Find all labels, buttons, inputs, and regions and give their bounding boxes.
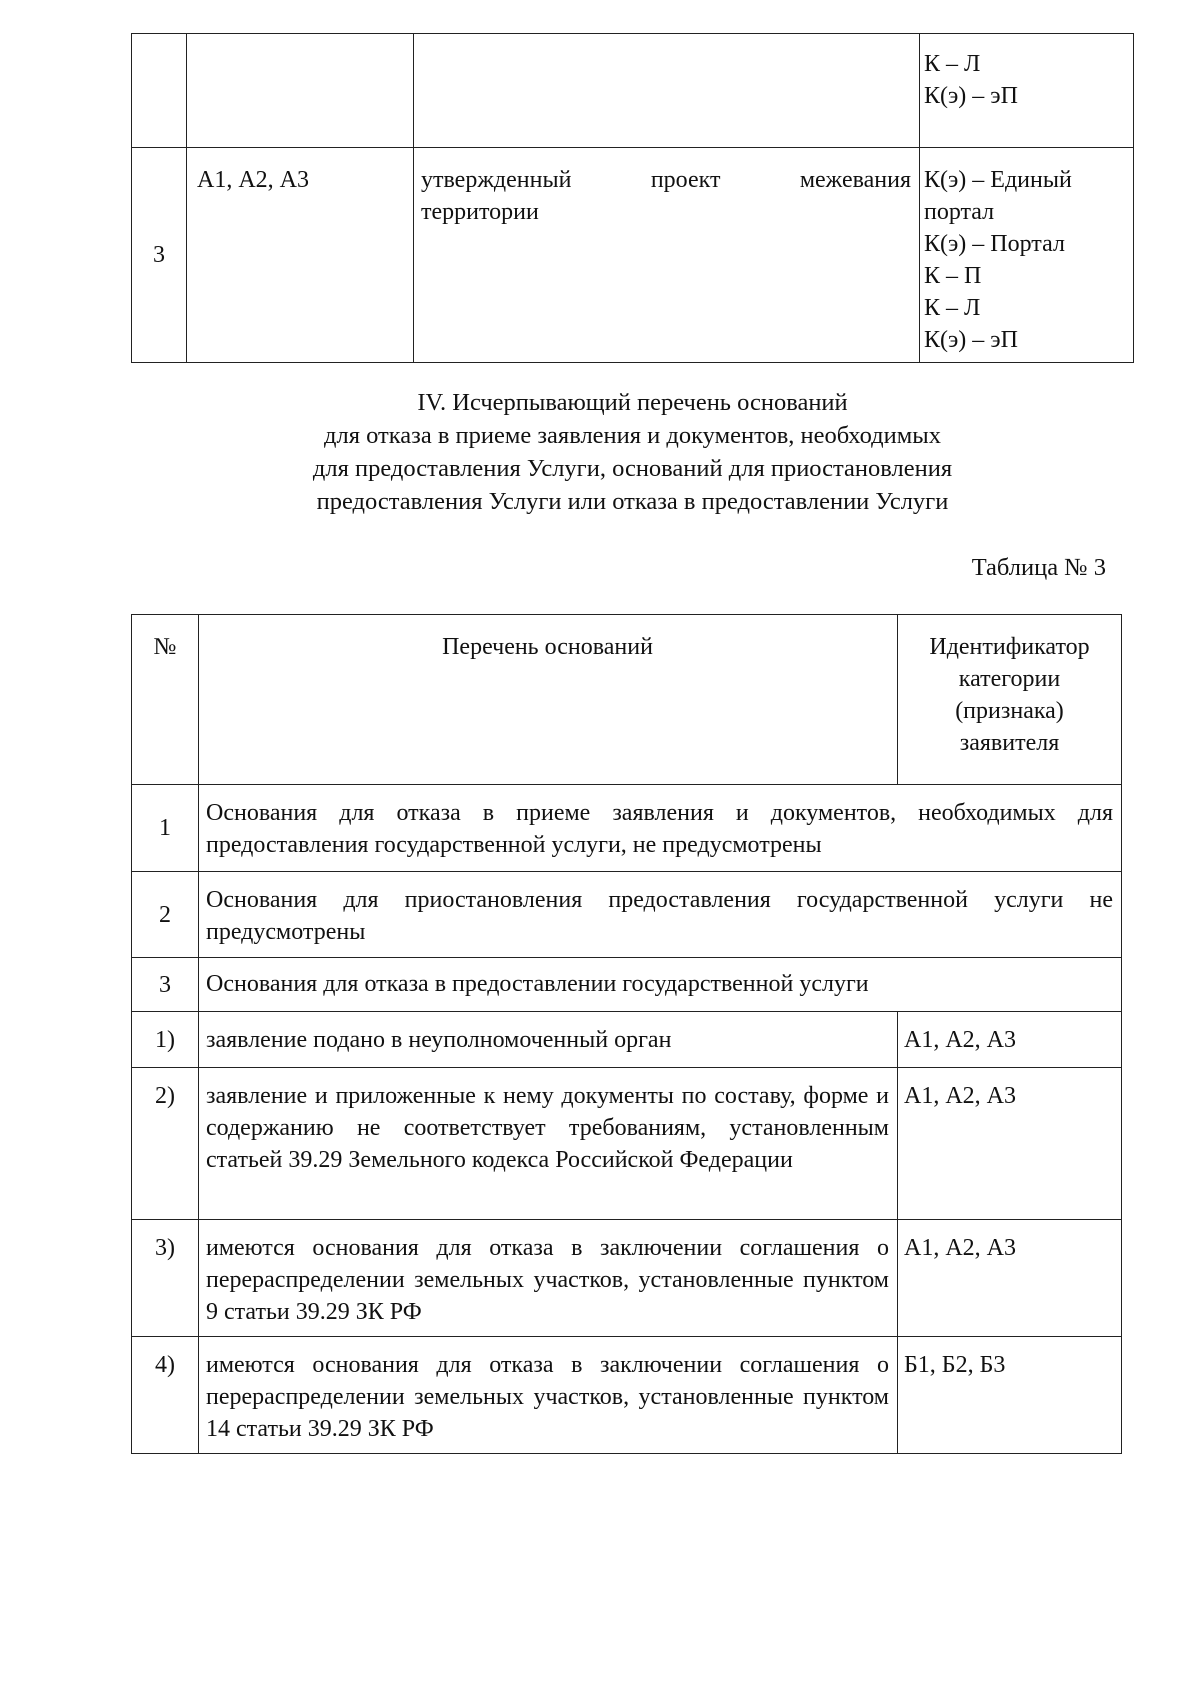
header-identifier: Идентификатор категории (признака) заявителя — [898, 615, 1122, 785]
way-line: портал — [924, 199, 995, 225]
way-line: К(э) – Единый — [924, 167, 1072, 193]
row-document — [414, 34, 920, 148]
table-row — [132, 1012, 1122, 1068]
row-number: 3 — [132, 148, 187, 363]
row-number: 3) — [132, 1220, 199, 1337]
document-line: утвержденный проект межевания — [421, 167, 911, 193]
row-categories: Б1, Б2, Б3 — [898, 1337, 1122, 1454]
table-row — [132, 872, 1122, 958]
way-line: К – Л — [924, 295, 981, 321]
table-row — [132, 1337, 1122, 1454]
table-row — [132, 958, 1122, 1012]
document-line: территории — [421, 199, 539, 225]
table-row — [132, 34, 1134, 148]
way-line: К(э) – Портал — [924, 231, 1065, 257]
row-number: 1 — [132, 785, 199, 872]
row-document — [414, 148, 920, 363]
table-caption: Таблица № 3 — [971, 554, 1106, 581]
submission-ways-table-continued — [131, 33, 1134, 363]
row-text: Основания для отказа в предоставлении государственной услуги — [199, 958, 1122, 1012]
header-grounds: Перечень оснований — [199, 615, 898, 785]
row-ways — [920, 34, 1134, 148]
refusal-grounds-table — [131, 614, 1122, 1454]
way-line: К(э) – эП — [924, 83, 1018, 109]
way-line: К – П — [924, 263, 982, 289]
header-number: № — [132, 615, 199, 785]
way-line: К(э) – эП — [924, 327, 1018, 353]
row-text: имеются основания для отказа в заключении соглашения о перераспределении земельных участков, установленные пунктом 14 статьи 39.29 ЗК РФ — [199, 1337, 898, 1454]
row-number: 3 — [132, 958, 199, 1012]
heading-line: предоставления Услуги или отказа в предоставлении Услуги — [316, 488, 949, 515]
row-number: 1) — [132, 1012, 199, 1068]
row-number: 4) — [132, 1337, 199, 1454]
table-row — [132, 785, 1122, 872]
table-row — [132, 1068, 1122, 1220]
section-heading — [131, 386, 1134, 518]
table-row — [132, 148, 1134, 363]
row-number: 2 — [132, 872, 199, 958]
heading-line: IV. Исчерпывающий перечень оснований — [417, 389, 848, 416]
row-text: заявление подано в неуполномоченный орган — [199, 1012, 898, 1068]
row-categories: А1, А2, А3 — [898, 1012, 1122, 1068]
heading-line: для предоставления Услуги, оснований для приостановления — [312, 455, 953, 482]
way-line: К – Л — [924, 51, 981, 77]
table-row — [132, 1220, 1122, 1337]
heading-line: для отказа в приеме заявления и документов, необходимых — [324, 422, 941, 449]
row-categories — [187, 34, 414, 148]
row-number — [132, 34, 187, 148]
row-text: заявление и приложенные к нему документы по составу, форме и содержанию не соответствует требованиям, установленным статьей 39.29 Земельного кодекса Российской Федерации — [199, 1068, 898, 1220]
row-categories: А1, А2, А3 — [898, 1220, 1122, 1337]
row-text: Основания для отказа в приеме заявления и документов, необходимых для предоставления государственной услуги, не предусмотрены — [199, 785, 1122, 872]
row-number: 2) — [132, 1068, 199, 1220]
row-categories: А1, А2, А3 — [898, 1068, 1122, 1220]
row-categories: А1, А2, А3 — [187, 148, 414, 363]
row-ways — [920, 148, 1134, 363]
row-text: Основания для приостановления предоставления государственной услуги не предусмотрены — [199, 872, 1122, 958]
table-header-row — [132, 615, 1122, 785]
row-text: имеются основания для отказа в заключении соглашения о перераспределении земельных участков, установленные пунктом 9 статьи 39.29 ЗК РФ — [199, 1220, 898, 1337]
